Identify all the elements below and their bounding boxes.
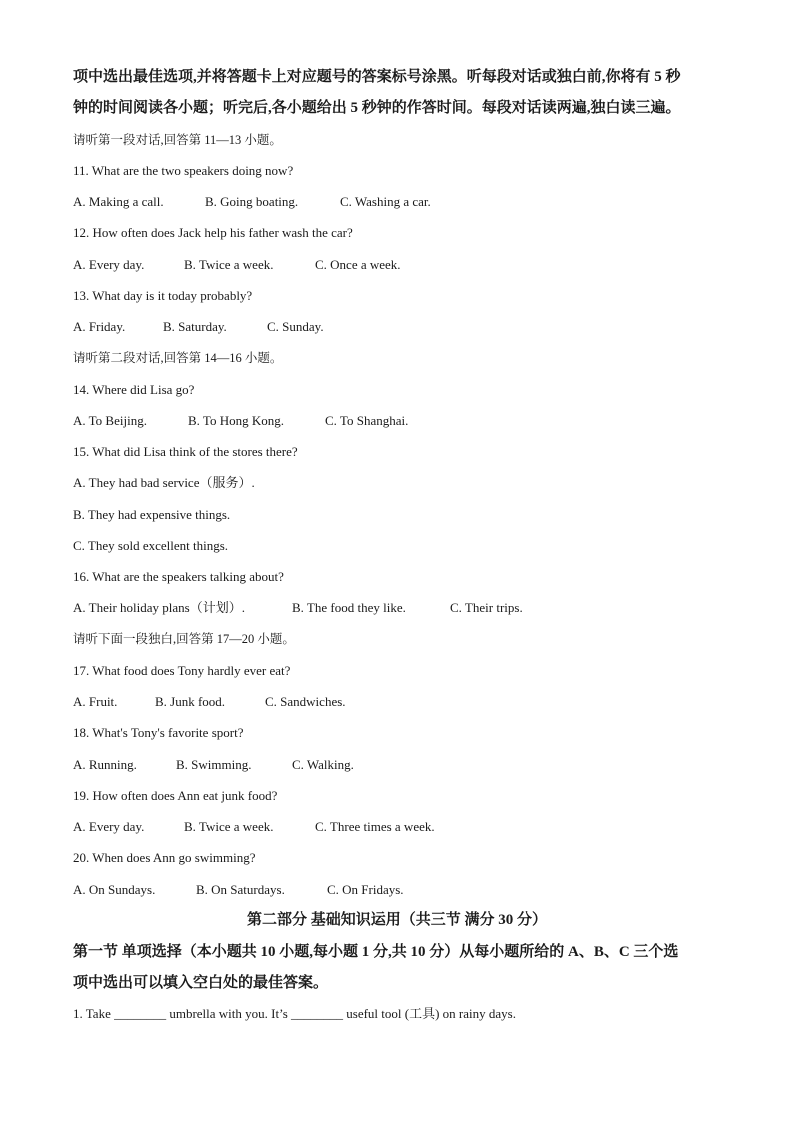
intro-line-1: 项中选出最佳选项,并将答题卡上对应题号的答案标号涂黑。听每段对话或独白前,你将有 5 秒 xyxy=(73,69,681,85)
option-a: A. Every day. xyxy=(73,819,145,834)
question-16: 16. What are the speakers talking about? xyxy=(73,569,284,584)
intro-line-2: 钟的时间阅读各小题；听完后,各小题给出 5 秒钟的作答时间。每段对话读两遍,独白读三遍。 xyxy=(73,100,681,116)
part2-question-1: 1. Take ________ umbrella with you. It’s ________ useful tool (工具) on rainy days. xyxy=(73,1006,516,1021)
question-17-options xyxy=(73,694,346,710)
question-15-option-c: C. They sold excellent things. xyxy=(73,538,229,553)
question-14: 14. Where did Lisa go? xyxy=(73,382,195,397)
question-16-options xyxy=(73,600,523,616)
question-19: 19. How often does Ann eat junk food? xyxy=(73,788,278,803)
section3-instruction: 请听下面一段独白,回答第 17—20 小题。 xyxy=(73,632,295,646)
option-c: C. Their trips. xyxy=(450,600,523,615)
question-11-options xyxy=(73,194,431,210)
option-c: C. Once a week. xyxy=(315,257,401,272)
option-a: A. Every day. xyxy=(73,257,145,272)
option-a: A. Their holiday plans（计划）. xyxy=(73,600,245,615)
section1-instruction: 请听第一段对话,回答第 11—13 小题。 xyxy=(73,133,282,147)
question-12: 12. How often does Jack help his father wash the car? xyxy=(73,225,353,240)
question-15-option-a: A. They had bad service（服务）. xyxy=(73,475,255,490)
question-18-options xyxy=(73,757,354,773)
option-a: A. Friday. xyxy=(73,319,126,334)
option-c: C. Sunday. xyxy=(267,319,324,334)
question-11: 11. What are the two speakers doing now? xyxy=(73,163,294,178)
option-a: A. Fruit. xyxy=(73,694,118,709)
part2-section1-line-2: 项中选出可以填入空白处的最佳答案。 xyxy=(73,975,329,991)
option-c: C. To Shanghai. xyxy=(325,413,409,428)
part2-title: 第二部分 基础知识运用（共三节 满分 30 分） xyxy=(246,912,547,928)
option-c: C. Sandwiches. xyxy=(265,694,346,709)
option-b: B. Swimming. xyxy=(176,757,252,772)
option-a: A. Making a call. xyxy=(73,194,164,209)
option-b: B. Going boating. xyxy=(205,194,299,209)
option-c: C. Walking. xyxy=(292,757,354,772)
question-20: 20. When does Ann go swimming? xyxy=(73,850,256,865)
question-19-options xyxy=(73,819,435,835)
question-13-options xyxy=(73,319,324,335)
option-a: A. On Sundays. xyxy=(73,882,156,897)
question-17: 17. What food does Tony hardly ever eat? xyxy=(73,663,291,678)
question-15: 15. What did Lisa think of the stores there? xyxy=(73,444,298,459)
question-12-options xyxy=(73,257,401,273)
option-b: B. Saturday. xyxy=(163,319,227,334)
option-a: A. To Beijing. xyxy=(73,413,147,428)
option-a: A. Running. xyxy=(73,757,137,772)
section2-instruction: 请听第二段对话,回答第 14—16 小题。 xyxy=(73,351,283,365)
question-13: 13. What day is it today probably? xyxy=(73,288,253,303)
option-b: B. To Hong Kong. xyxy=(188,413,284,428)
option-c: C. Washing a car. xyxy=(340,194,431,209)
part2-section1-line-1: 第一节 单项选择（本小题共 10 小题,每小题 1 分,共 10 分）从每小题所给的 A、B、C 三个选 xyxy=(73,944,679,960)
option-b: B. The food they like. xyxy=(292,600,406,615)
option-c: C. On Fridays. xyxy=(327,882,404,897)
option-b: B. Twice a week. xyxy=(184,819,274,834)
option-b: B. Twice a week. xyxy=(184,257,274,272)
question-15-option-b: B. They had expensive things. xyxy=(73,507,231,522)
option-b: B. On Saturdays. xyxy=(196,882,285,897)
question-18: 18. What's Tony's favorite sport? xyxy=(73,725,244,740)
option-c: C. Three times a week. xyxy=(315,819,435,834)
question-14-options xyxy=(73,413,408,429)
option-b: B. Junk food. xyxy=(155,694,226,709)
question-20-options xyxy=(73,882,404,898)
